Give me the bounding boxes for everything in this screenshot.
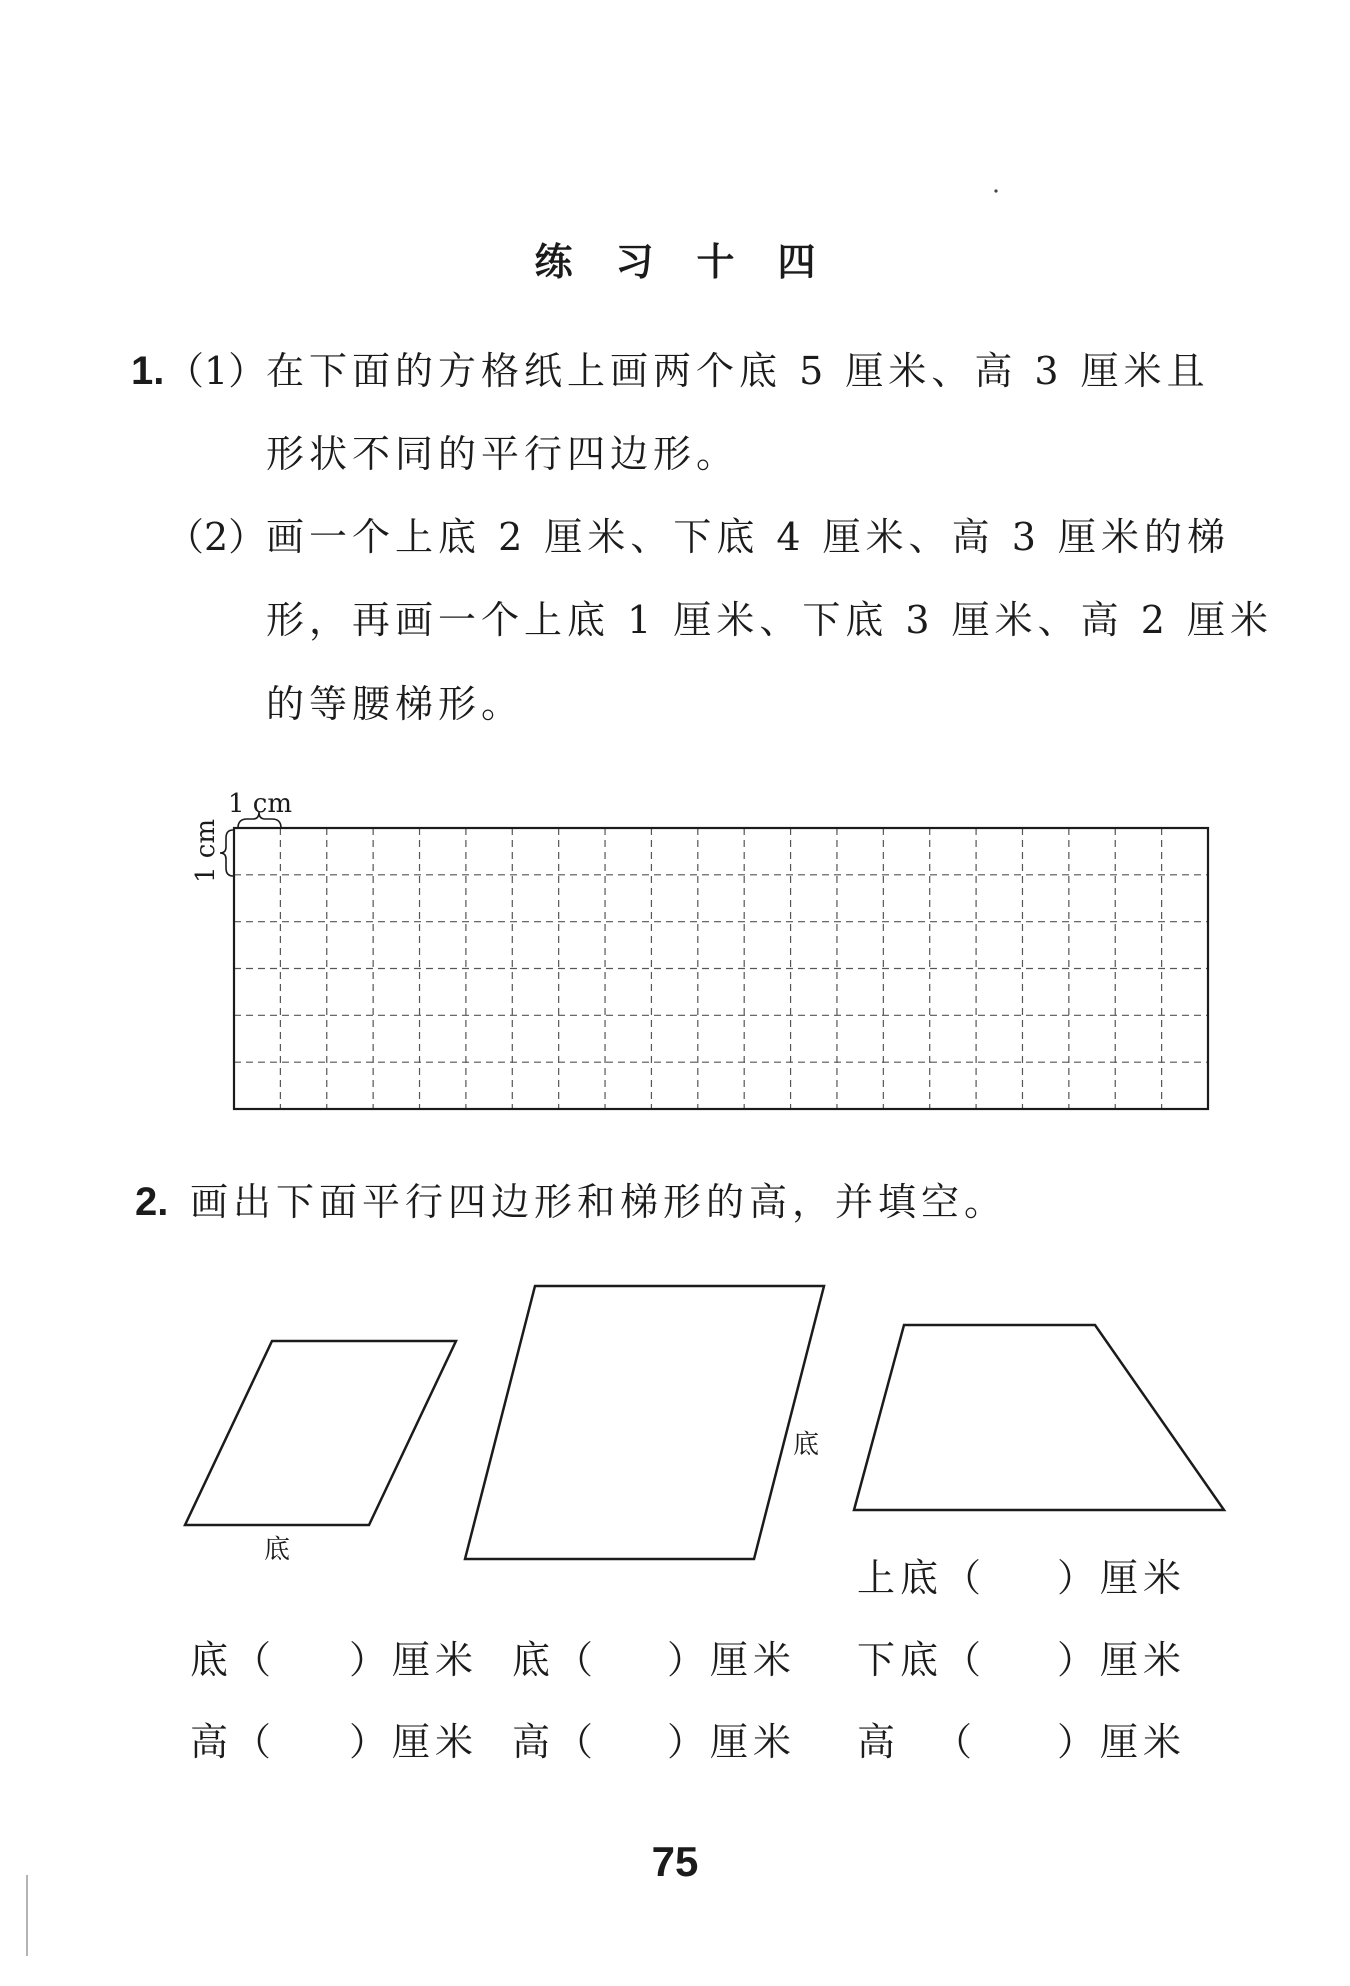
trapezoid-height-label: 高: [857, 1720, 901, 1764]
page-number: 75: [651, 1838, 699, 1885]
trapezoid-height-unit: ）厘米: [1057, 1720, 1187, 1764]
trapezoid-bottom-base-label: 下底（: [857, 1638, 987, 1682]
square-grid-border: [234, 828, 1208, 1109]
parallelogram-2-base-mark: 底: [793, 1430, 820, 1460]
parallelogram-2: [465, 1286, 824, 1559]
question-1-part-1-line-1: 在下面的方格纸上画两个底 5 厘米、高 3 厘米且: [266, 349, 1210, 393]
parallelogram-1-height-unit: ）厘米: [349, 1720, 479, 1764]
question-1-part-1-label: （1）: [166, 349, 267, 393]
page-title: 练习十四: [534, 240, 859, 284]
trapezoid-top-base-unit: ）厘米: [1057, 1556, 1187, 1600]
scan-dot: [994, 189, 997, 192]
parallelogram-1-height-label: 高（: [190, 1720, 277, 1764]
parallelogram-1-base-label: 底（: [190, 1638, 277, 1682]
question-1-part-2-line-1: 画一个上底 2 厘米、下底 4 厘米、高 3 厘米的梯: [266, 515, 1231, 559]
question-1-part-2-line-3: 的等腰梯形。: [266, 682, 525, 726]
question-2-text: 画出下面平行四边形和梯形的高，并填空。: [190, 1180, 1008, 1224]
question-1-part-1-line-2: 形状不同的平行四边形。: [266, 432, 740, 476]
question-1-part-2-line-2: 形，再画一个上底 1 厘米、下底 3 厘米、高 2 厘米: [266, 598, 1274, 642]
question-2-number: 2.: [135, 1180, 169, 1224]
trapezoid-top-base-label: 上底（: [857, 1556, 987, 1600]
trapezoid-height-open-paren: （: [934, 1720, 978, 1764]
parallelogram-2-height-label: 高（: [512, 1720, 599, 1764]
parallelogram-1: [185, 1341, 456, 1525]
question-1-number: 1.: [131, 349, 165, 393]
parallelogram-2-base-unit: ）厘米: [667, 1638, 797, 1682]
question-1-part-2-label: （2）: [166, 515, 267, 559]
grid-dashed-lines: [234, 828, 1208, 1109]
grid-height-label: 1 cm: [191, 818, 221, 883]
parallelogram-1-base-unit: ）厘米: [349, 1638, 479, 1682]
height-brace: [220, 830, 233, 876]
trapezoid-bottom-base-unit: ）厘米: [1057, 1638, 1187, 1682]
parallelogram-1-base-mark: 底: [264, 1535, 291, 1565]
trapezoid: [854, 1325, 1224, 1510]
grid-width-label: 1 cm: [228, 789, 293, 819]
parallelogram-2-height-unit: ）厘米: [667, 1720, 797, 1764]
parallelogram-2-base-label: 底（: [512, 1638, 599, 1682]
